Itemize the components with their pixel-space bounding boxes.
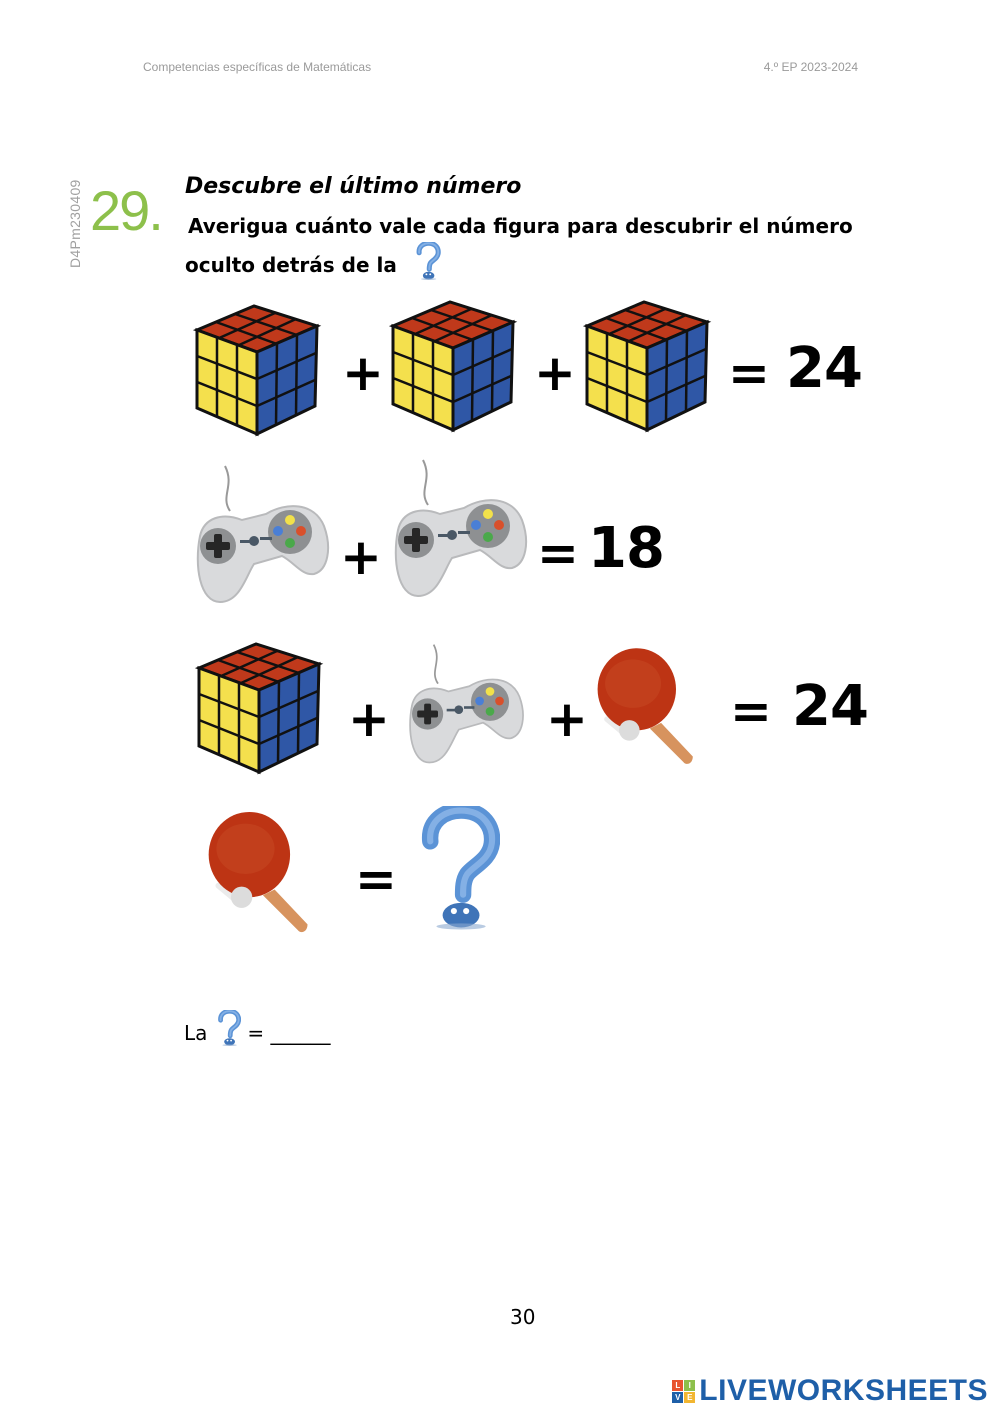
ping-pong-paddle-icon	[202, 810, 320, 936]
plus-sign: +	[534, 344, 576, 402]
instruction	[185, 211, 885, 289]
result-value: 18	[588, 516, 664, 581]
question-mark-icon	[418, 806, 500, 930]
question-number: 29.	[90, 179, 162, 242]
question-title: Descubre el último número	[185, 174, 522, 199]
answer-line	[184, 1010, 331, 1051]
plus-sign: +	[348, 690, 390, 748]
logo-letter: I	[684, 1380, 695, 1391]
rubiks-cube-icon	[582, 298, 712, 434]
equals-sign: =	[537, 524, 579, 582]
logo-letter: L	[672, 1380, 683, 1391]
equals-sign: =	[730, 682, 772, 740]
logo-mark	[672, 1380, 695, 1403]
equals-sign: =	[728, 344, 770, 402]
logo-letter: E	[684, 1392, 695, 1403]
question-mark-icon	[415, 242, 441, 289]
plus-sign: +	[340, 528, 382, 586]
header-left: Competencias específicas de Matemáticas	[143, 60, 372, 74]
rubiks-cube-icon	[194, 640, 324, 776]
result-value: 24	[792, 674, 868, 739]
instruction-line-2: oculto detrás de la	[185, 253, 397, 277]
gamepad-icon	[394, 636, 534, 766]
question-code: D4Pm230409	[67, 179, 83, 268]
question-mark-icon	[217, 1010, 241, 1051]
gamepad-icon	[388, 450, 528, 600]
plus-sign: +	[342, 344, 384, 402]
page-number: 30	[510, 1305, 536, 1329]
plus-sign: +	[546, 690, 588, 748]
answer-blank[interactable]: = ______	[247, 1021, 331, 1045]
ping-pong-paddle-icon	[592, 646, 704, 768]
instruction-line-1: Averigua cuánto vale cada figura para descubrir el número	[188, 214, 853, 238]
brand-name: LIVEWORKSHEETS	[699, 1374, 988, 1407]
answer-prefix: La	[184, 1021, 208, 1045]
rubiks-cube-icon	[388, 298, 518, 434]
liveworksheets-logo	[672, 1374, 988, 1408]
gamepad-icon	[190, 456, 330, 606]
header-right: 4.º EP 2023-2024	[763, 60, 858, 74]
logo-letter: V	[672, 1392, 683, 1403]
equals-sign: =	[355, 850, 397, 908]
result-value: 24	[786, 336, 862, 401]
rubiks-cube-icon	[192, 302, 322, 438]
